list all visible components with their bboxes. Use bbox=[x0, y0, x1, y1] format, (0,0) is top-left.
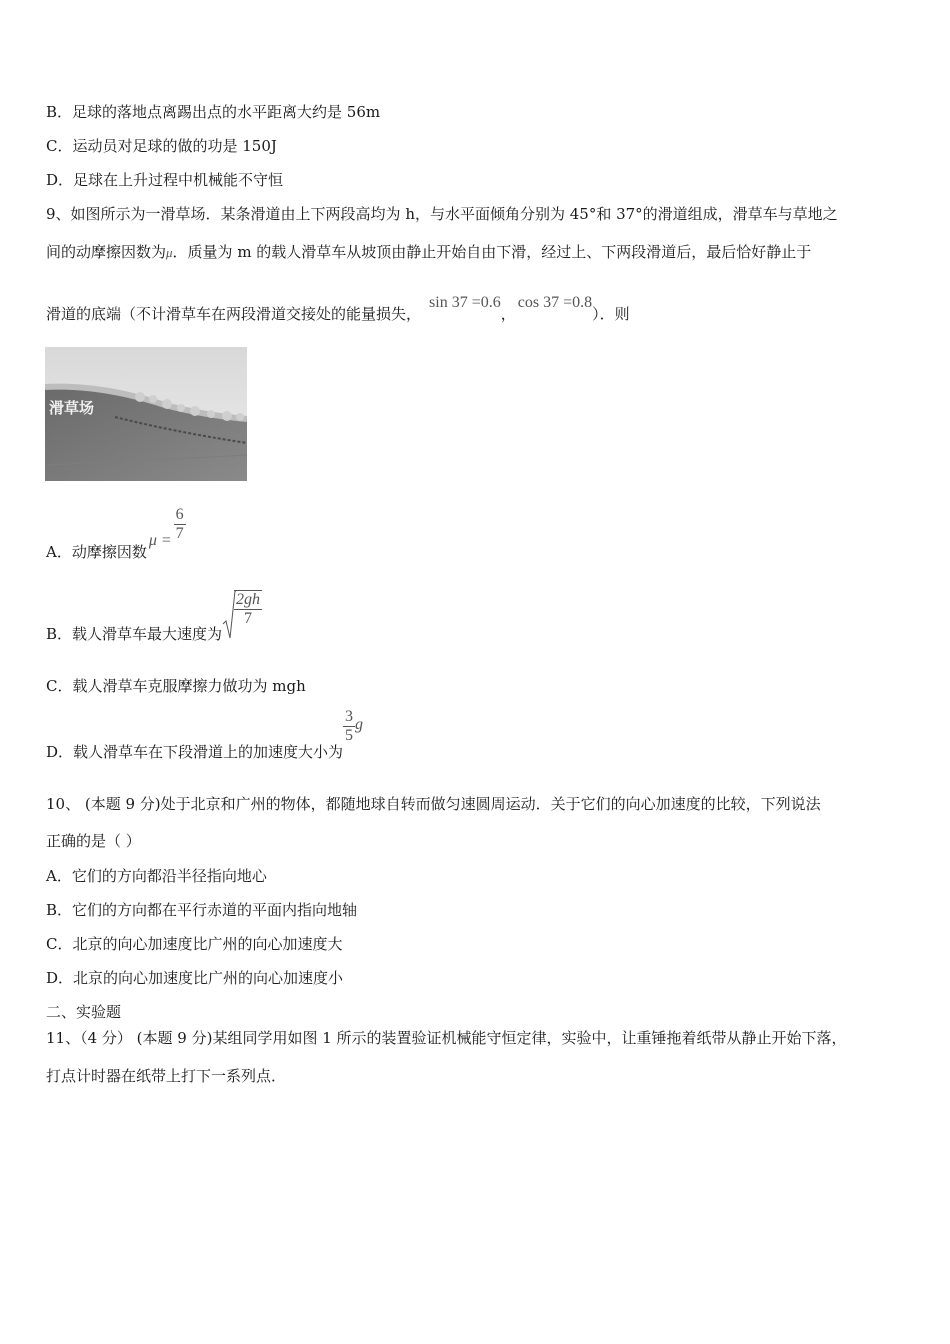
q9-option-c: C．载人滑草车克服摩擦力做功为 mgh bbox=[46, 677, 306, 695]
q10-stem-line2: 正确的是（ ） bbox=[46, 832, 141, 850]
section-title: 二、实验题 bbox=[46, 1003, 122, 1021]
grass-ski-photo bbox=[45, 347, 247, 481]
q9-option-b bbox=[46, 592, 262, 644]
photo-caption: 滑草场 bbox=[49, 399, 95, 417]
q9-option-b-text: B．载人滑草车最大速度为 bbox=[46, 625, 223, 643]
fraction-denominator: 7 bbox=[234, 609, 262, 628]
formula-comma: ， bbox=[500, 305, 516, 323]
q9-option-a bbox=[46, 506, 186, 561]
q9-stem-line3-end: ）．则 bbox=[592, 305, 630, 323]
q9-option-a-lhs: μ = bbox=[148, 531, 172, 549]
q9-stem-line3 bbox=[46, 294, 630, 334]
q11-stem-line1: 11、（4 分） (本题 9 分)某组同学用如图 1 所示的装置验证机械能守恒定律，实验中，让重锤拖着纸带从静止开始下落， bbox=[46, 1029, 847, 1047]
q9-option-b-fraction bbox=[234, 590, 262, 628]
q11-stem-line2: 打点计时器在纸带上打下一系列点． bbox=[46, 1067, 287, 1085]
q8-option-c: C．运动员对足球的做的功是 150J bbox=[46, 137, 277, 155]
q8-option-b: B．足球的落地点离踢出点的水平距离大约是 56m bbox=[46, 103, 381, 121]
sin-formula: sin 37 =0.6 bbox=[429, 294, 501, 311]
fraction-denominator: 7 bbox=[175, 525, 184, 542]
fraction-numerator: 3 bbox=[345, 708, 354, 725]
q9-stem-line2 bbox=[46, 242, 811, 263]
q9-stem-line1: 9、如图所示为一滑草场．某条滑道由上下两段高均为 h，与水平面倾角分别为 45°和 37°的滑道组成，滑草车与草地之 bbox=[46, 205, 838, 223]
fraction-numerator: 2gh bbox=[236, 591, 261, 608]
q9-stem-line2-end: ．质量为 m 的载人滑草车从坡顶由静止开始自由下滑，经过上、下两段滑道后，最后恰好静止于 bbox=[172, 243, 812, 261]
cos-formula: cos 37 =0.8 bbox=[517, 294, 593, 311]
q10-option-c: C．北京的向心加速度比广州的向心加速度大 bbox=[46, 935, 343, 953]
q9-option-a-text: A．动摩擦因数 bbox=[46, 542, 147, 561]
q8-option-d: D．足球在上升过程中机械能不守恒 bbox=[46, 171, 284, 189]
fraction-denominator: 5 bbox=[345, 727, 354, 744]
q9-stem-line3-start: 滑道的底端（不计滑草车在两段滑道交接处的能量损失， bbox=[46, 305, 422, 323]
sqrt-icon bbox=[222, 590, 236, 640]
q9-stem-line2-start: 间的动摩擦因数为 bbox=[46, 243, 167, 261]
fraction-numerator: 6 bbox=[175, 506, 184, 523]
q10-stem-line1: 10、 (本题 9 分)处于北京和广州的物体，都随地球自转而做匀速圆周运动．关于它们的向心加速度的比较，下列说法 bbox=[46, 795, 821, 813]
mu-symbol: μ bbox=[166, 245, 173, 260]
q10-option-a: A．它们的方向都沿半径指向地心 bbox=[46, 867, 267, 885]
q10-option-b: B．它们的方向都在平行赤道的平面内指向地轴 bbox=[46, 901, 358, 919]
sqrt-expression bbox=[222, 590, 262, 628]
q9-option-d bbox=[46, 708, 364, 761]
q9-option-a-fraction bbox=[174, 506, 186, 543]
grass-ski-image bbox=[45, 347, 247, 481]
gravity-symbol: g bbox=[355, 715, 364, 733]
q10-option-d: D．北京的向心加速度比广州的向心加速度小 bbox=[46, 969, 344, 987]
q9-option-d-fraction bbox=[343, 708, 355, 745]
q9-option-d-text: D．载人滑草车在下段滑道上的加速度大小为 bbox=[46, 742, 344, 761]
